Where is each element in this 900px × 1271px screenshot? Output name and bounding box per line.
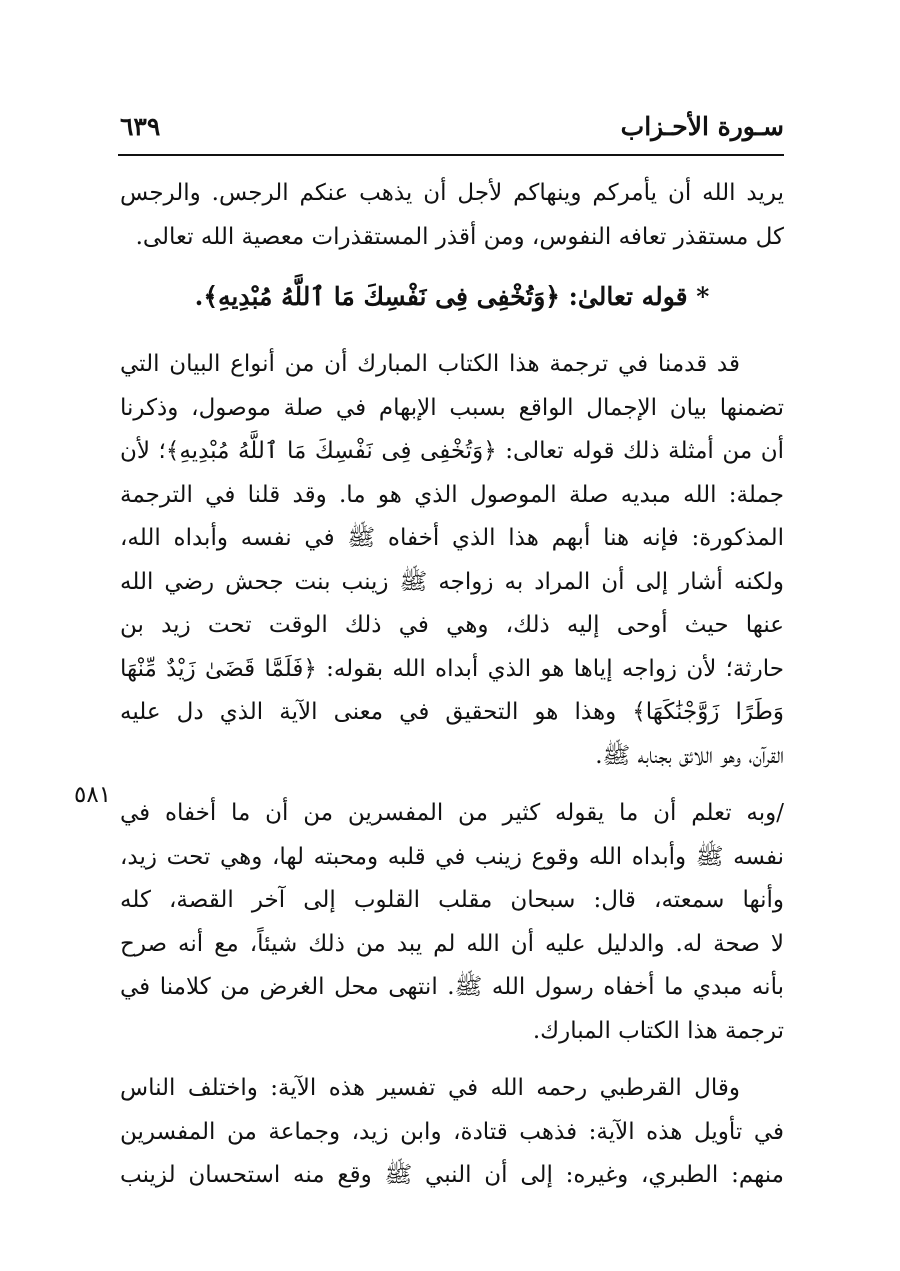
text-line: جملة: الله مبديه صلة الموصول الذي هو ما. وقد قلنا في الترجمة — [120, 481, 784, 508]
paragraph-4 — [120, 1067, 784, 1198]
text-line: لا صحة له. والدليل عليه أن الله لم يبد من ذلك شيئاً، مع أنه صرح — [120, 930, 784, 957]
text-line: المذكورة: فإنه هنا أبهم هذا الذي أخفاه ﷺ في نفسه وأبداه الله، — [120, 525, 784, 551]
text-line: عنها حيث أوحى إليه ذلك، وهي في ذلك الوقت تحت زيد بن — [120, 612, 784, 638]
text-line: كل مستقذر تعافه النفوس، ومن أقذر المستقذرات معصية الله تعالى. — [135, 223, 784, 250]
text-line: أن من أمثلة ذلك قوله تعالى: ﴿وَتُخْفِى فِى نَفْسِكَ مَا ٱللَّهُ مُبْدِيهِ﴾؛ لأن — [120, 438, 784, 464]
verse-heading: * قوله تعالىٰ: ﴿وَتُخْفِى فِى نَفْسِكَ مَا ٱللَّهُ مُبْدِيهِ﴾. — [194, 282, 710, 311]
text-line: في تأويل هذه الآية: فذهب قتادة، وابن زيد، وجماعة من المفسرين — [120, 1118, 784, 1145]
page-number: ٦٣٩ — [120, 112, 161, 141]
text-line: ولكنه أشار إلى أن المراد به زواجه ﷺ زينب بنت جحش رضي الله — [120, 568, 784, 595]
text-line: /وبه تعلم أن ما يقوله كثير من المفسرين من أن ما أخفاه في — [120, 800, 784, 826]
text-line: وَطَرًا زَوَّجْنَٰكَهَا﴾ وهذا هو التحقيق في معنى الآية الذي دل عليه — [120, 699, 784, 725]
text-line: قد قدمنا في ترجمة هذا الكتاب المبارك أن من أنواع البيان التي — [120, 351, 740, 377]
text-line: ترجمة هذا الكتاب المبارك. — [532, 1017, 784, 1044]
text-line: القرآن، وهو اللائق بجنابه ﷺ. — [595, 742, 784, 769]
text-line: نفسه ﷺ وأبداه الله وقوع زينب في قلبه ومحبته لها، وهي تحت زيد، — [120, 843, 784, 870]
page-header — [118, 106, 784, 156]
paragraph-3 — [120, 792, 784, 1053]
paragraph-1 — [120, 172, 784, 259]
text-line: يريد الله أن يأمركم وينهاكم لأجل أن يذهب عنكم الرجس. والرجس — [120, 180, 784, 206]
margin-page-reference: ٥٨١ — [74, 782, 112, 808]
text-line: وقال القرطبي رحمه الله في تفسير هذه الآية: واختلف الناس — [120, 1075, 740, 1101]
text-line: بأنه مبدي ما أخفاه رسول الله ﷺ. انتهى محل الغرض من كلامنا في — [120, 974, 784, 1000]
page-body — [120, 172, 784, 1212]
text-line: وأنها سمعته، قال: سبحان مقلب القلوب إلى آخر القصة، كله — [120, 887, 784, 913]
text-line: حارثة؛ لأن زواجه إياها هو الذي أبداه الله بقوله: ﴿فَلَمَّا قَضَىٰ زَيْدٌ مِّنْهَا — [120, 655, 784, 682]
surah-title: سـورة الأحـزاب — [620, 112, 784, 141]
text-line: منهم: الطبري، وغيره: إلى أن النبي ﷺ وقع منه استحسان لزينب — [120, 1162, 784, 1188]
paragraph-2 — [120, 343, 784, 778]
text-line: تضمنها بيان الإجمال الواقع بسبب الإبهام في صلة موصول، وذكرنا — [120, 394, 784, 421]
